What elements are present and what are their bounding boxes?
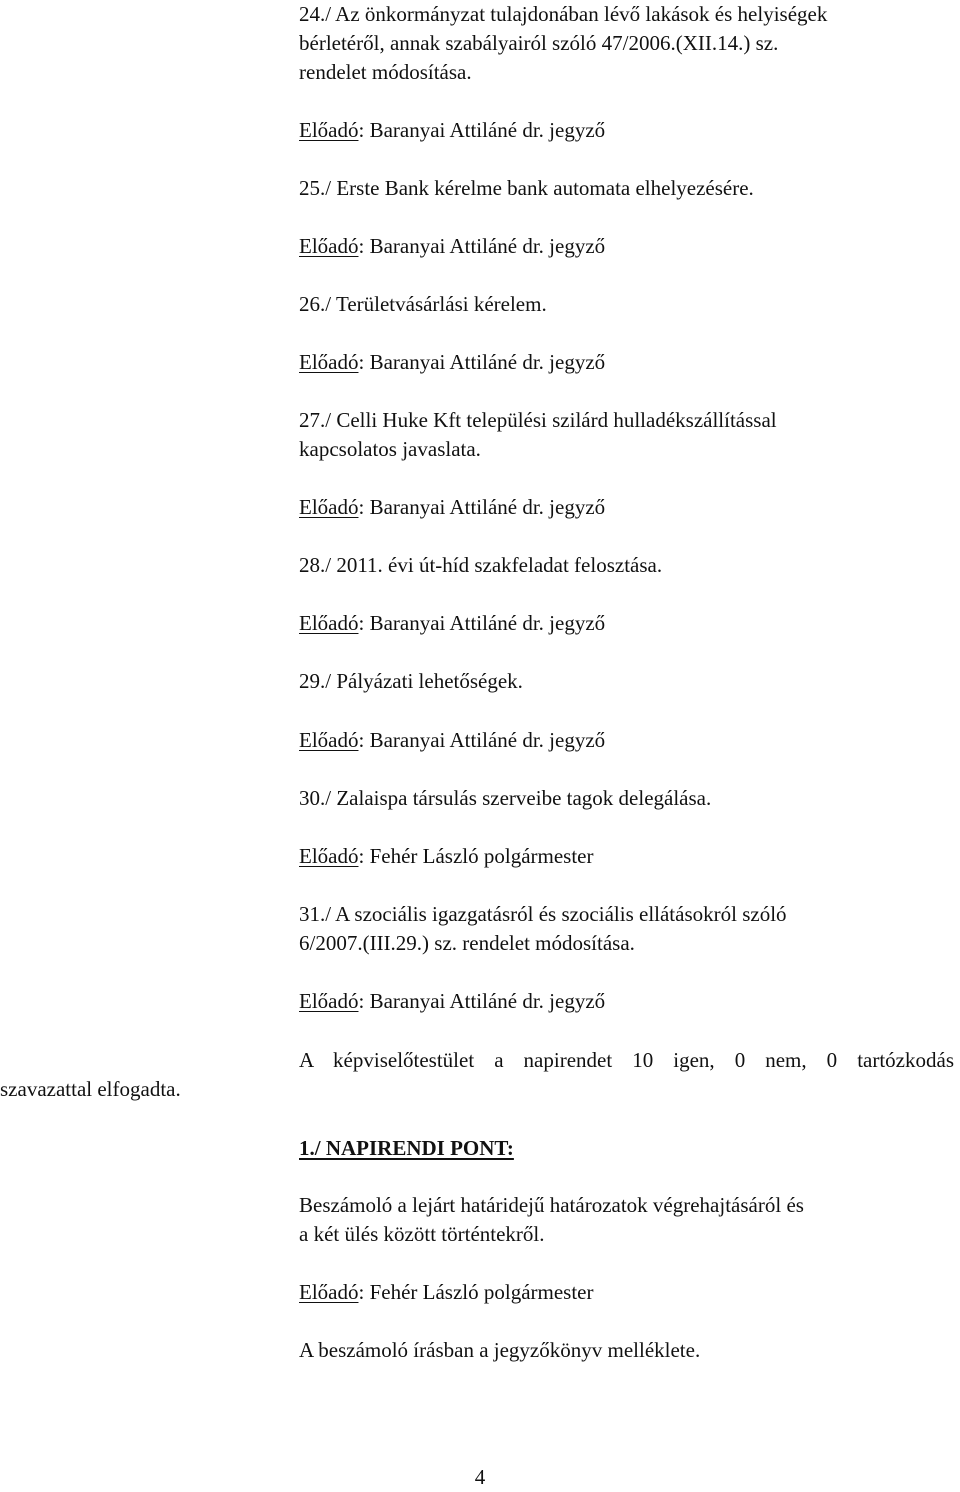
agenda-item-25-presenter	[299, 232, 954, 261]
presenter-name: : Baranyai Attiláné dr. jegyző	[358, 234, 606, 258]
agenda-point-presenter	[299, 1278, 954, 1307]
presenter-label: Előadó	[299, 728, 359, 752]
presenter-label: Előadó	[299, 234, 359, 258]
presenter-name: : Baranyai Attiláné dr. jegyző	[358, 989, 606, 1013]
agenda-item-29-presenter	[299, 726, 954, 755]
presenter-name: : Fehér László polgármester	[358, 844, 594, 868]
presenter-label: Előadó	[299, 350, 359, 374]
page-number: 4	[474, 1465, 486, 1489]
presenter-label: Előadó	[299, 611, 359, 635]
agenda-item-26-presenter	[299, 348, 954, 377]
presenter-label: Előadó	[299, 989, 359, 1013]
presenter-name: : Baranyai Attiláné dr. jegyző	[358, 611, 606, 635]
agenda-item-29-title: 29./ Pályázati lehetőségek.	[299, 669, 523, 693]
agenda-point-subject: Beszámoló a lejárt határidejű határozatok végrehajtásáról és a két ülés között történtekről.	[299, 1193, 804, 1246]
agenda-item-31-presenter	[299, 987, 954, 1016]
agenda-item-25-title: 25./ Erste Bank kérelme bank automata elhelyezésére.	[299, 176, 754, 200]
agenda-item-27-title: 27./ Celli Huke Kft települési szilárd hulladékszállítással kapcsolatos javaslata.	[299, 408, 777, 461]
agenda-item-24-presenter	[299, 116, 954, 145]
presenter-label: Előadó	[299, 844, 359, 868]
vote-result-line: A képviselőtestület a napirendet 10 igen, 0 nem, 0 tartózkodás	[299, 1048, 954, 1072]
presenter-name: : Baranyai Attiláné dr. jegyző	[358, 495, 606, 519]
presenter-name: : Baranyai Attiláné dr. jegyző	[358, 118, 606, 142]
agenda-item-28-presenter	[299, 609, 954, 638]
presenter-name: : Fehér László polgármester	[358, 1280, 594, 1304]
presenter-label: Előadó	[299, 1280, 359, 1304]
presenter-name: : Baranyai Attiláné dr. jegyző	[358, 350, 606, 374]
agenda-item-30-presenter	[299, 842, 954, 871]
agenda-point-heading: 1./ NAPIRENDI PONT:	[299, 1136, 514, 1160]
vote-result-continuation: szavazattal elfogadta.	[0, 1077, 181, 1101]
agenda-point-note: A beszámoló írásban a jegyzőkönyv melléklete.	[299, 1338, 701, 1362]
presenter-label: Előadó	[299, 118, 359, 142]
agenda-item-30-title: 30./ Zalaispa társulás szerveibe tagok delegálása.	[299, 786, 712, 810]
presenter-name: : Baranyai Attiláné dr. jegyző	[358, 728, 606, 752]
agenda-item-27-presenter	[299, 493, 954, 522]
presenter-label: Előadó	[299, 495, 359, 519]
agenda-item-31-title: 31./ A szociális igazgatásról és szociális ellátásokról szóló 6/2007.(III.29.) sz. rendelet módosítása.	[299, 902, 787, 955]
agenda-item-28-title: 28./ 2011. évi út-híd szakfeladat felosztása.	[299, 553, 663, 577]
agenda-item-24-title: 24./ Az önkormányzat tulajdonában lévő lakások és helyiségek bérletéről, annak szabályairól szóló 47/2006.(XII.14.) sz. rendelet módosítása.	[299, 2, 828, 84]
agenda-item-26-title: 26./ Területvásárlási kérelem.	[299, 292, 547, 316]
